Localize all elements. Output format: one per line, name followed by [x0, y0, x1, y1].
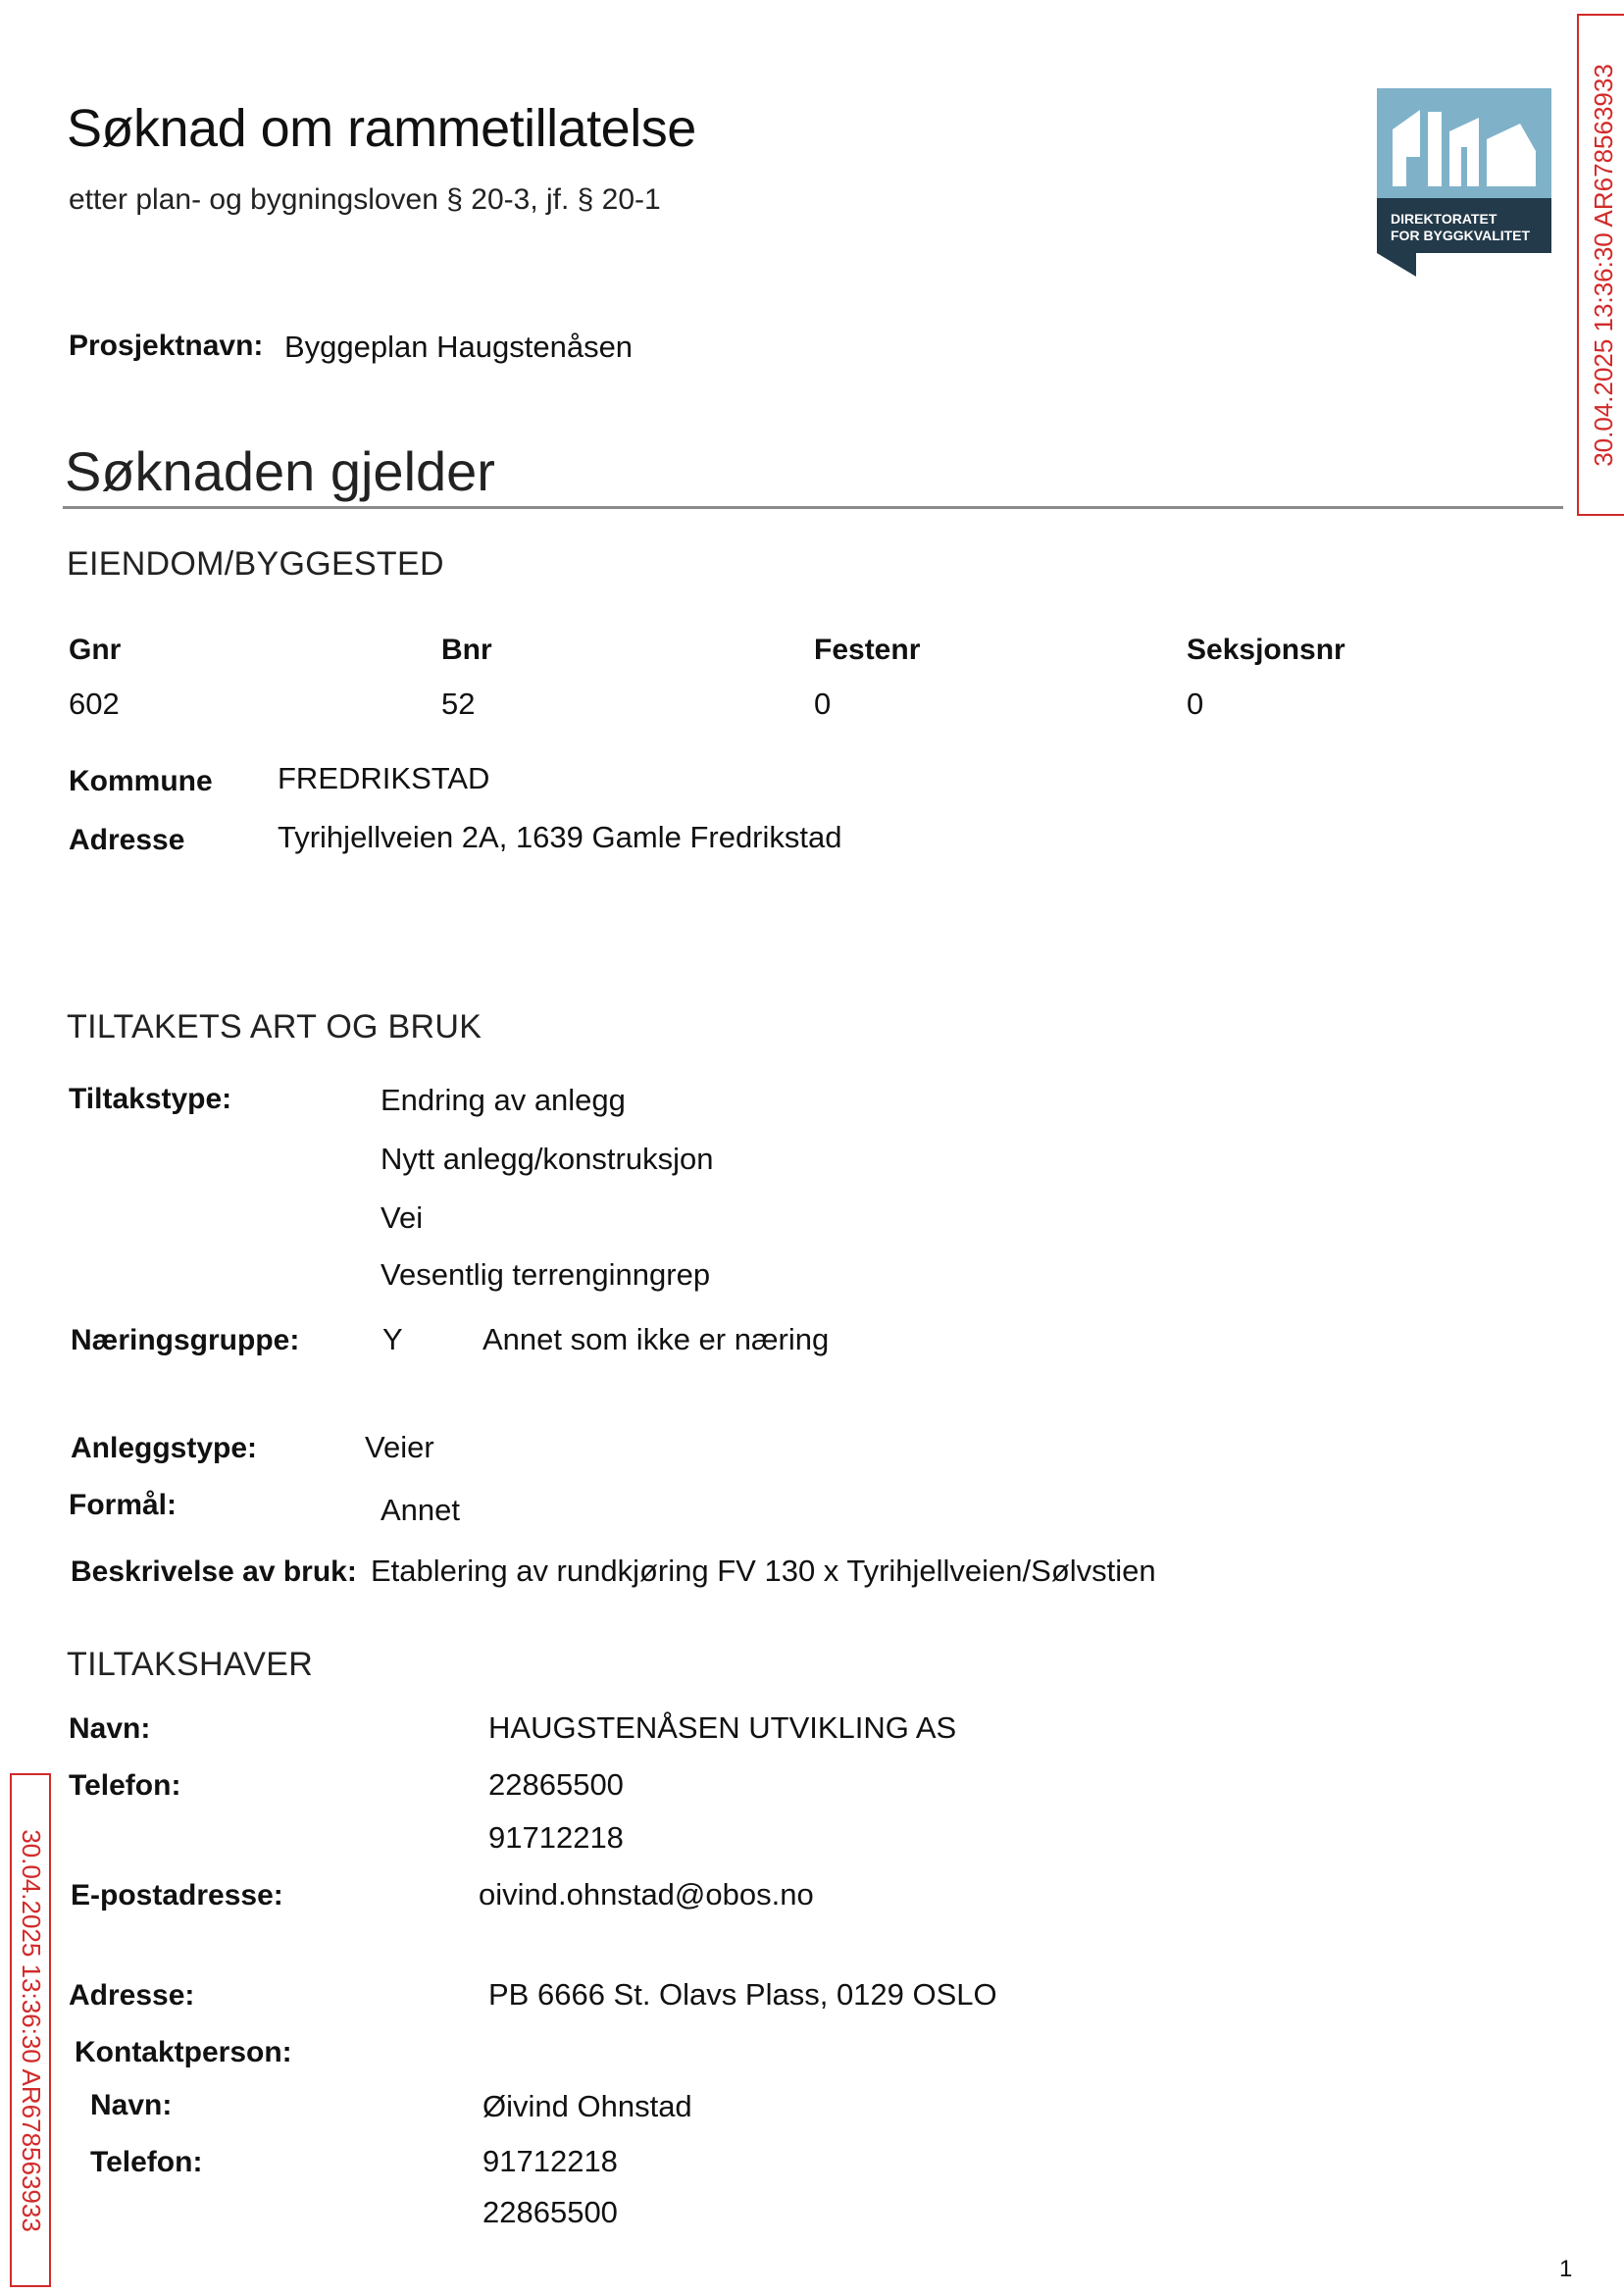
seksjonsnr-value: 0 [1187, 687, 1204, 721]
contact-person-label: Kontaktperson: [75, 2036, 292, 2068]
page-subtitle: etter plan- og bygningsloven § 20-3, jf. § 20-1 [69, 183, 661, 216]
timestamp-stamp-left [10, 1773, 51, 2287]
seksjonsnr-label: Seksjonsnr [1187, 634, 1345, 666]
stamp-text: 30.04.2025 13:36:30 AR678563933 [16, 1828, 46, 2232]
tiltakstype-label: Tiltakstype: [69, 1083, 232, 1115]
beskrivelse-value: Etablering av rundkjøring FV 130 x Tyrihjellveien/Sølvstien [371, 1554, 1156, 1588]
measure-heading: TILTAKETS ART OG BRUK [67, 1008, 482, 1045]
festenr-label: Festenr [814, 634, 921, 666]
formal-label: Formål: [69, 1489, 178, 1521]
contact-name-label: Navn: [90, 2089, 173, 2121]
tiltakstype-item: Nytt anlegg/konstruksjon [381, 1142, 714, 1176]
dibk-logo-icon [1377, 88, 1551, 277]
logo-text-line2: FOR BYGGKVALITET [1391, 228, 1531, 243]
tiltakstype-item: Vei [381, 1200, 424, 1235]
owner-email-value: oivind.ohnstad@obos.no [479, 1877, 814, 1912]
anleggstype-value: Veier [365, 1430, 434, 1464]
gnr-value: 602 [69, 687, 120, 721]
dibk-logo [1377, 88, 1551, 277]
contact-phone-value: 22865500 [482, 2195, 618, 2229]
page-number: 1 [1559, 2256, 1573, 2282]
kommune-label: Kommune [69, 765, 213, 797]
bnr-label: Bnr [441, 634, 492, 666]
beskrivelse-label: Beskrivelse av bruk: [71, 1555, 357, 1588]
contact-phone-label: Telefon: [90, 2146, 203, 2178]
bnr-value: 52 [441, 687, 476, 721]
owner-email-label: E-postadresse: [71, 1879, 283, 1912]
stamp-text: 30.04.2025 13:36:30 AR678563933 [1588, 63, 1618, 467]
owner-address-value: PB 6666 St. Olavs Plass, 0129 OSLO [488, 1977, 997, 2012]
owner-name-label: Navn: [69, 1712, 151, 1745]
tiltakstype-item: Endring av anlegg [381, 1083, 626, 1117]
property-heading: EIENDOM/BYGGESTED [67, 545, 444, 583]
tiltakstype-item: Vesentlig terrenginngrep [381, 1257, 711, 1292]
kommune-value: FREDRIKSTAD [278, 761, 490, 795]
festenr-value: 0 [814, 687, 832, 721]
owner-phone-label: Telefon: [69, 1769, 181, 1802]
logo-text-line1: DIREKTORATET [1391, 211, 1497, 227]
naeringsgruppe-value: Annet som ikke er næring [482, 1322, 830, 1356]
naeringsgruppe-code: Y [382, 1322, 403, 1356]
owner-name-value: HAUGSTENÅSEN UTVIKLING AS [488, 1710, 957, 1745]
owner-phone-value: 91712218 [488, 1820, 624, 1855]
naeringsgruppe-label: Næringsgruppe: [71, 1324, 300, 1356]
adresse-value: Tyrihjellveien 2A, 1639 Gamle Fredrikstad [278, 820, 842, 854]
adresse-label: Adresse [69, 824, 185, 856]
section-divider [63, 506, 1563, 509]
applies-heading: Søknaden gjelder [65, 440, 495, 502]
owner-address-label: Adresse: [69, 1979, 195, 2012]
page-title: Søknad om rammetillatelse [67, 99, 696, 158]
contact-name-value: Øivind Ohnstad [482, 2089, 692, 2123]
owner-phone-value: 22865500 [488, 1767, 624, 1802]
project-label: Prosjektnavn: [69, 330, 264, 362]
contact-phone-value: 91712218 [482, 2144, 618, 2178]
formal-value: Annet [381, 1493, 461, 1527]
timestamp-stamp-top [1577, 14, 1624, 516]
gnr-label: Gnr [69, 634, 122, 666]
owner-heading: TILTAKSHAVER [67, 1646, 314, 1683]
anleggstype-label: Anleggstype: [71, 1432, 258, 1464]
project-value: Byggeplan Haugstenåsen [284, 330, 634, 364]
